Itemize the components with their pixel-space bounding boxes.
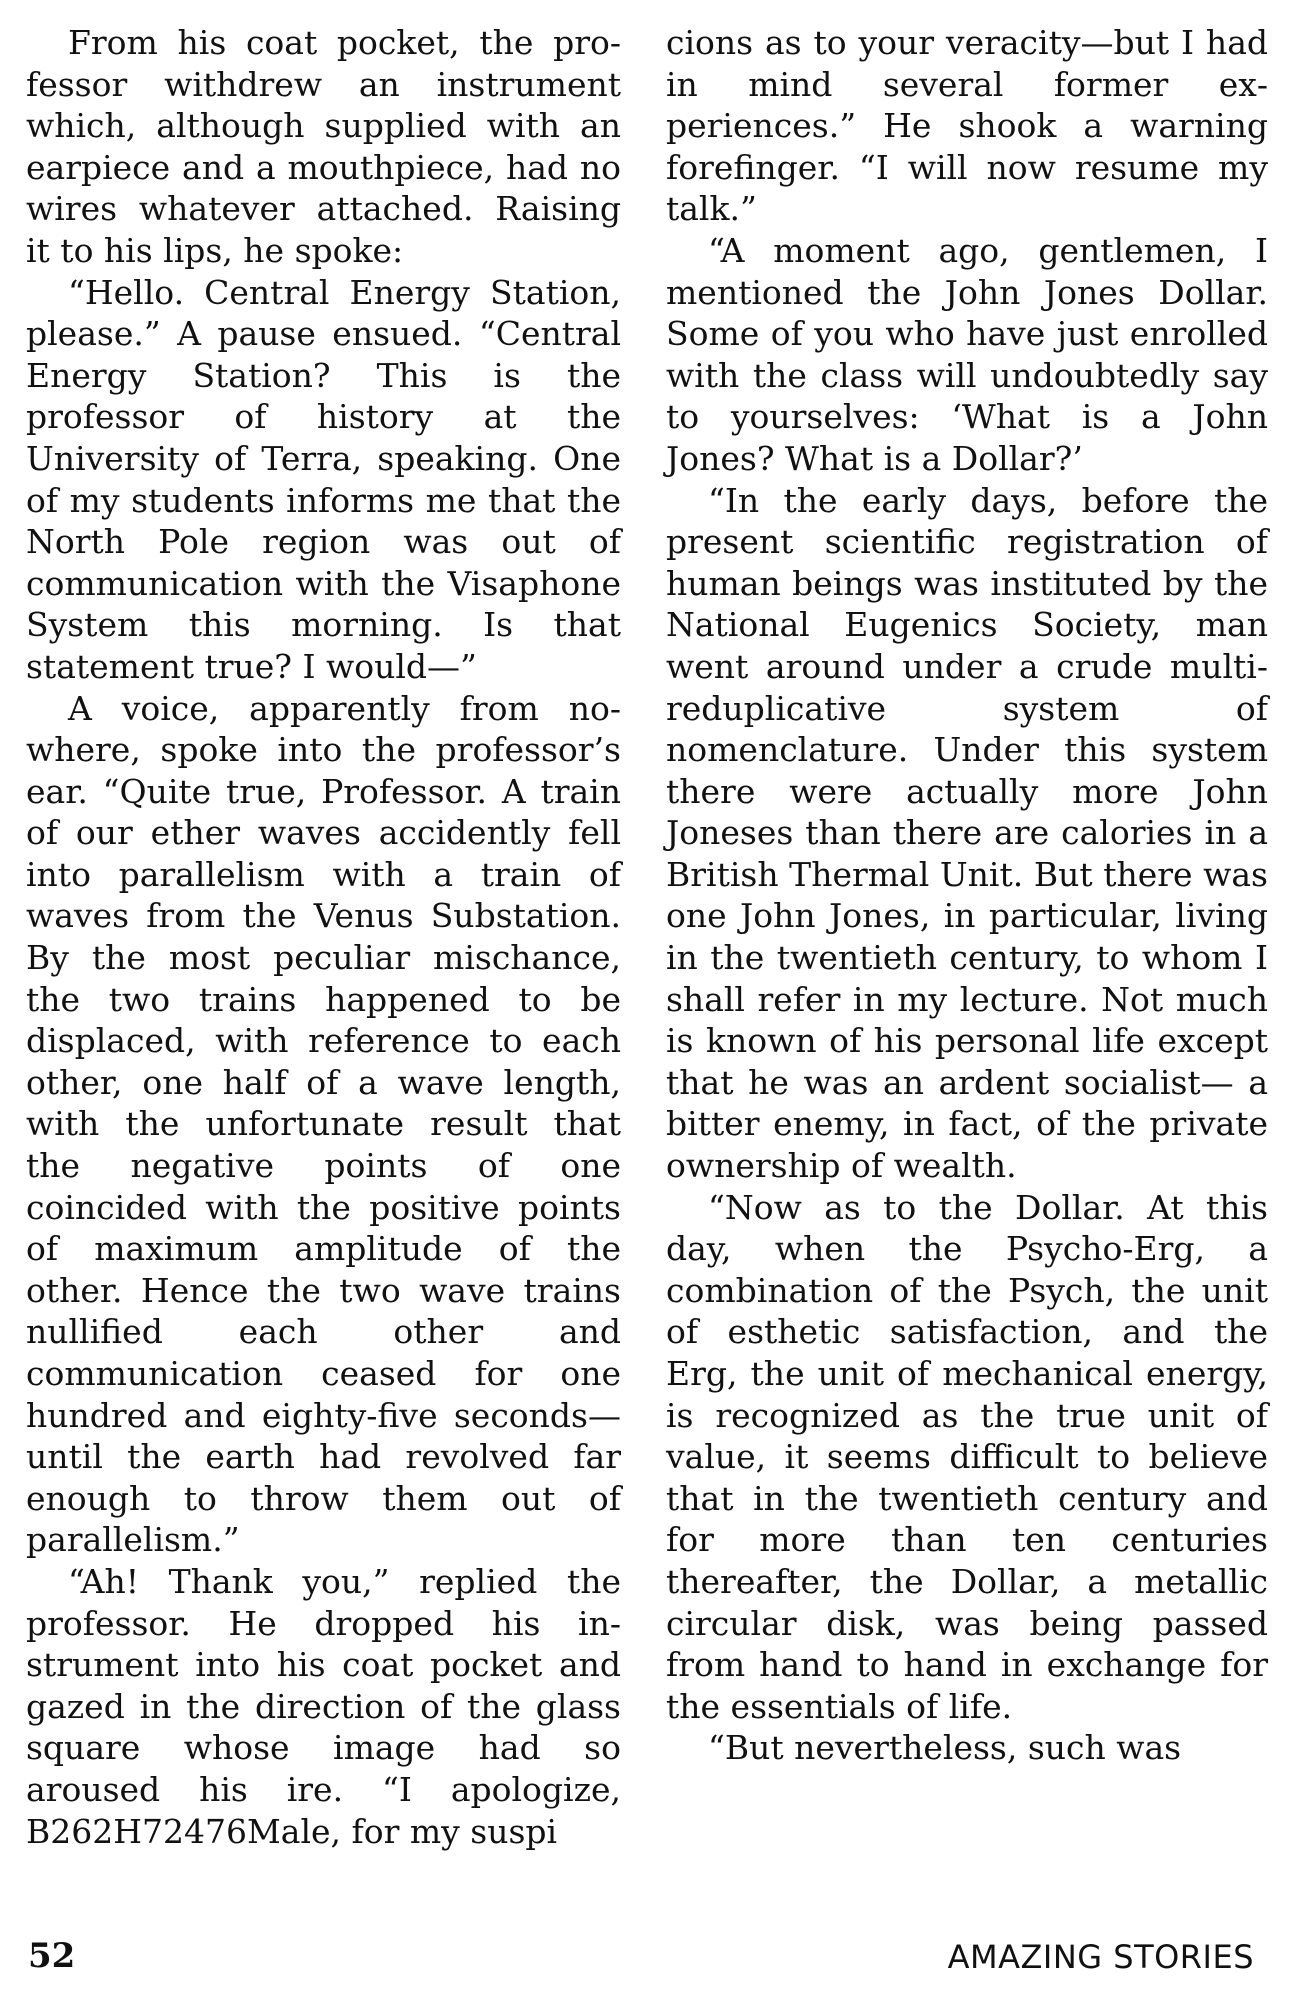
page-number: 52	[28, 1936, 76, 1976]
paragraph: From his coat pocket, the professor withdrew an instrument which, although supplied with an earpiece and a mouthpiece, had no wires whatever attached. Raising it to his lips, he spoke:	[26, 23, 621, 270]
continued-paragraph: cions as to your veracity—but I had in mind several former experiences.” He shook a warning forefinger. “I will now resume my talk.”	[666, 23, 1268, 229]
running-title: AMAZING STORIES	[947, 1938, 1254, 1976]
paragraph: “A moment ago, gentlemen, I mentioned the John Jones Dollar. Some of you who have just enrolled with the class will undoubtedly say to yourselves: ‘What is a John Jones? What is a Dollar?’	[666, 230, 1268, 478]
paragraph: “Now as to the Dollar. At this day, when the Psycho-Erg, a combination of the Psych, the unit of esthetic satisfaction, and the Erg, the unit of mechanical energy, is recognized as the true unit of value, it seems difficult to believe that in the twentieth century and for more than ten centuries thereafter, the Dollar, a metallic circular disk, was being passed from hand to hand in exchange for the essentials of life.	[666, 1187, 1268, 1726]
paragraph: “Hello. Central Energy Station, please.” A pause ensued. “Central Energy Station? This is the professor of history at the University of Terra, speaking. One of my students informs me that the North Pole region was out of communication with the Visaphone System this morning. Is that statement true? I would—”	[26, 272, 621, 686]
paragraph: “In the early days, before the present scientific registration of human beings was instituted by the National Eugenics Society, man went around under a crude multi-reduplicative system of nomenclature. Under this system there were actually more John Joneses than there are calories in a British Thermal Unit. But there was one John Jones, in particular, living in the twentieth century, to whom I shall refer in my lecture. Not much is known of his personal life except that he was an ardent socialist— a bitter enemy, in fact, of the private ownership of wealth.	[666, 480, 1268, 1186]
right-column	[666, 22, 1268, 1769]
paragraph: “But nevertheless, such was	[708, 1728, 1182, 1768]
paragraph: A voice, apparently from nowhere, spoke into the professor’s ear. “Quite true, Professor. A train of our ether waves accidently fell into parallelism with a train of waves from the Venus Substation. By the most peculiar mischance, the two trains happened to be displaced, with reference to each other, one half of a wave length, with the unfortunate result that the negative points of one coincided with the positive points of maximum amplitude of the other. Hence the two wave trains nullified each other and communication ceased for one hundred and eighty-five seconds—until the earth had revolved far enough to throw them out of parallelism.”	[26, 688, 621, 1560]
paragraph: “Ah! Thank you,” replied the professor. He dropped his instrument into his coat pocket and gazed in the direction of the glass square whose image had so aroused his ire. “I apologize, B262H72476Male, for my suspi	[26, 1561, 621, 1851]
page-footer	[0, 1936, 1298, 1986]
left-column	[26, 22, 621, 1852]
